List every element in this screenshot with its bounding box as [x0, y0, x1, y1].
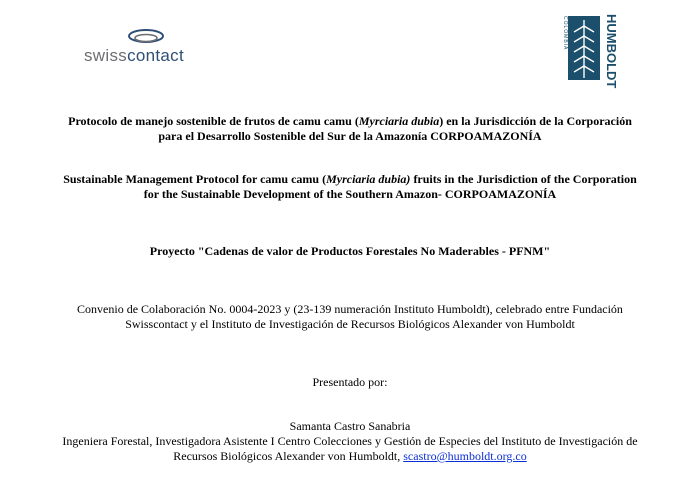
title-spanish: Protocolo de manejo sostenible de frutos de camu camu (Myrciaria dubia) en la Jurisdicción de la Corporación para el Desarrollo Sostenible del Sur de la Amazonía CORPOAMAZONÍA — [68, 114, 632, 143]
author-role: Ingeniera Forestal, Investigadora Asistente I Centro Colecciones y Gestión de Especies del Instituto de Investigación de Recursos Biológicos Alexander von Humboldt, scastro@humboldt.org.co — [62, 434, 638, 463]
agreement-text: Convenio de Colaboración No. 0004-2023 y (23-139 numeración Instituto Humboldt), celebrado entre Fundación Swisscontact y el Instituto de Investigación de Recursos Biológicos Alexander von Humboldt — [77, 302, 623, 331]
humboldt-subtitle-text: COLOMBIA — [562, 16, 568, 51]
logo-contact-text: contact — [127, 46, 184, 65]
title-english: Sustainable Management Protocol for camu camu (Myrciaria dubia) fruits in the Jurisdiction of the Corporation for the Sustainable Development of the Southern Amazon- CORPOAMAZONÍA — [63, 172, 637, 201]
humboldt-brand-text: HUMBOLDT — [604, 14, 619, 89]
wheat-leaf-icon — [562, 14, 602, 82]
humboldt-logo — [562, 14, 619, 89]
swisscontact-swirl-icon — [126, 28, 166, 46]
author-block — [60, 419, 640, 464]
presented-by-label: Presentado por: — [312, 375, 388, 389]
author-email-link[interactable]: scastro@humboldt.org.co — [403, 449, 527, 463]
author-name: Samanta Castro Sanabria — [289, 419, 411, 433]
swisscontact-logo — [84, 28, 214, 68]
logo-swiss-text: swiss — [84, 46, 128, 65]
project-title: Proyecto "Cadenas de valor de Productos Forestales No Maderables - PFNM" — [149, 244, 551, 258]
